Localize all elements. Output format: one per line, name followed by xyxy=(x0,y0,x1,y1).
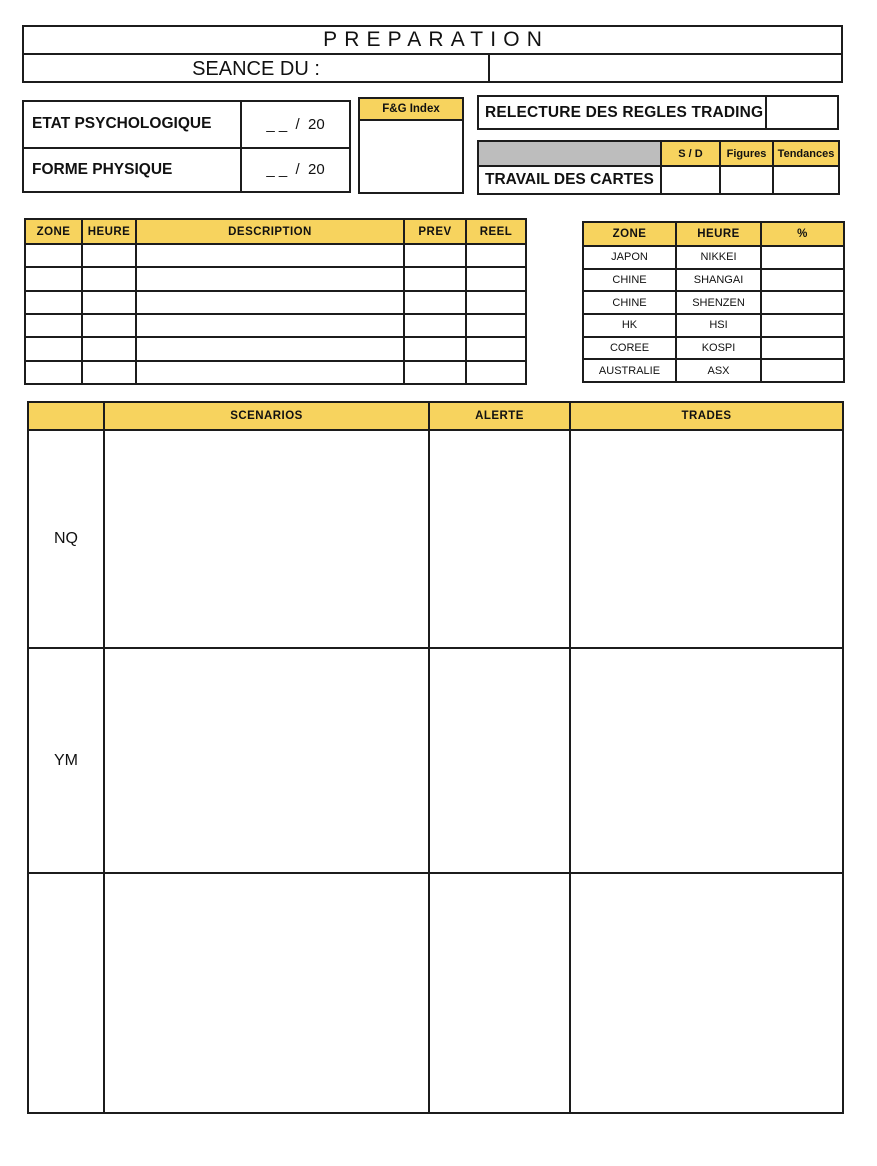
session-cell-field[interactable] xyxy=(136,244,404,267)
market-pct-field[interactable] xyxy=(761,314,844,337)
travail-header-figures: Figures xyxy=(719,142,772,165)
market-zone: AUSTRALIE xyxy=(583,359,676,382)
scenarios-row-nq xyxy=(28,430,843,648)
seance-du-value-field[interactable] xyxy=(490,55,841,83)
blank-scenarios-field[interactable] xyxy=(104,873,429,1113)
travail-header-sd: S / D xyxy=(660,142,719,165)
scenarios-row-ym xyxy=(28,648,843,873)
state-scores-block xyxy=(22,100,351,193)
travail-des-cartes-block xyxy=(477,140,840,195)
session-cell-field[interactable] xyxy=(25,337,82,360)
session-cell-field[interactable] xyxy=(466,361,526,384)
market-index: HSI xyxy=(676,314,761,337)
session-cell-field[interactable] xyxy=(82,337,136,360)
session-cell-field[interactable] xyxy=(136,291,404,314)
session-empty-row xyxy=(25,291,526,314)
session-cell-field[interactable] xyxy=(404,267,466,290)
markets-row-coree xyxy=(583,337,844,360)
session-cell-field[interactable] xyxy=(466,244,526,267)
instrument-label-blank-field[interactable] xyxy=(28,873,104,1113)
session-empty-row xyxy=(25,361,526,384)
session-cell-field[interactable] xyxy=(25,267,82,290)
ym-scenarios-field[interactable] xyxy=(104,648,429,873)
session-cell-field[interactable] xyxy=(82,314,136,337)
market-pct-field[interactable] xyxy=(761,246,844,269)
relecture-block xyxy=(477,95,839,130)
markets-header-row xyxy=(583,222,844,246)
ym-trades-field[interactable] xyxy=(570,648,843,873)
scenarios-row-blank xyxy=(28,873,843,1113)
session-header-row xyxy=(25,219,526,244)
forme-physique-label: FORME PHYSIQUE xyxy=(24,147,240,192)
markets-row-chine-shenzen xyxy=(583,291,844,314)
session-header-zone: ZONE xyxy=(25,219,82,244)
session-cell-field[interactable] xyxy=(25,314,82,337)
instrument-label-ym: YM xyxy=(28,648,104,873)
session-empty-row xyxy=(25,337,526,360)
travail-tendances-field[interactable] xyxy=(772,165,838,193)
scenarios-header-alerte: ALERTE xyxy=(429,402,570,430)
session-cell-field[interactable] xyxy=(404,337,466,360)
session-header-prev: PREV xyxy=(404,219,466,244)
fg-index-header: F&G Index xyxy=(358,97,464,121)
markets-row-japon xyxy=(583,246,844,269)
title-block xyxy=(22,25,843,83)
session-cell-field[interactable] xyxy=(466,337,526,360)
markets-header-pct: % xyxy=(761,222,844,246)
markets-row-australie xyxy=(583,359,844,382)
travail-sd-field[interactable] xyxy=(660,165,719,193)
asia-markets-table xyxy=(582,221,845,383)
session-header-heure: HEURE xyxy=(82,219,136,244)
session-cell-field[interactable] xyxy=(404,244,466,267)
nq-trades-field[interactable] xyxy=(570,430,843,648)
session-header-description: DESCRIPTION xyxy=(136,219,404,244)
market-pct-field[interactable] xyxy=(761,359,844,382)
page-title: PREPARATION xyxy=(24,27,841,55)
ym-alerte-field[interactable] xyxy=(429,648,570,873)
session-zones-table xyxy=(24,218,527,385)
market-zone: HK xyxy=(583,314,676,337)
session-cell-field[interactable] xyxy=(404,314,466,337)
markets-row-hk xyxy=(583,314,844,337)
scenarios-header-trades: TRADES xyxy=(570,402,843,430)
session-empty-row xyxy=(25,244,526,267)
market-zone: JAPON xyxy=(583,246,676,269)
scenarios-table xyxy=(27,401,844,1114)
instrument-label-nq: NQ xyxy=(28,430,104,648)
session-cell-field[interactable] xyxy=(466,314,526,337)
session-cell-field[interactable] xyxy=(25,361,82,384)
market-zone: CHINE xyxy=(583,291,676,314)
session-cell-field[interactable] xyxy=(82,361,136,384)
market-index: ASX xyxy=(676,359,761,382)
session-cell-field[interactable] xyxy=(82,267,136,290)
relecture-check-field[interactable] xyxy=(767,97,837,128)
market-index: SHENZEN xyxy=(676,291,761,314)
etat-psychologique-label: ETAT PSYCHOLOGIQUE xyxy=(32,115,212,133)
session-cell-field[interactable] xyxy=(25,244,82,267)
nq-alerte-field[interactable] xyxy=(429,430,570,648)
seance-du-label: SEANCE DU : xyxy=(24,55,490,83)
markets-row-chine-shangai xyxy=(583,269,844,292)
market-index: NIKKEI xyxy=(676,246,761,269)
market-zone: COREE xyxy=(583,337,676,360)
session-cell-field[interactable] xyxy=(136,314,404,337)
travail-row-label: TRAVAIL DES CARTES xyxy=(479,165,660,193)
session-cell-field[interactable] xyxy=(82,291,136,314)
session-cell-field[interactable] xyxy=(136,267,404,290)
relecture-label: RELECTURE DES REGLES TRADING xyxy=(479,97,767,128)
markets-header-heure: HEURE xyxy=(676,222,761,246)
market-pct-field[interactable] xyxy=(761,337,844,360)
scenarios-header-row xyxy=(28,402,843,430)
market-index: SHANGAI xyxy=(676,269,761,292)
forme-physique-score-field[interactable]: _ _ / 20 xyxy=(240,147,349,192)
session-empty-row xyxy=(25,314,526,337)
scenarios-header-empty xyxy=(28,402,104,430)
travail-header-tendances: Tendances xyxy=(772,142,838,165)
blank-trades-field[interactable] xyxy=(570,873,843,1113)
session-cell-field[interactable] xyxy=(136,337,404,360)
session-cell-field[interactable] xyxy=(25,291,82,314)
travail-gray-spacer-cell xyxy=(479,142,660,165)
fg-index-value-field[interactable] xyxy=(358,121,464,194)
session-cell-field[interactable] xyxy=(136,361,404,384)
session-cell-field[interactable] xyxy=(82,244,136,267)
session-cell-field[interactable] xyxy=(466,291,526,314)
market-zone: CHINE xyxy=(583,269,676,292)
blank-alerte-field[interactable] xyxy=(429,873,570,1113)
markets-header-zone: ZONE xyxy=(583,222,676,246)
nq-scenarios-field[interactable] xyxy=(104,430,429,648)
session-cell-field[interactable] xyxy=(466,267,526,290)
scenarios-header-scenarios: SCENARIOS xyxy=(104,402,429,430)
session-cell-field[interactable] xyxy=(404,291,466,314)
session-header-reel: REEL xyxy=(466,219,526,244)
travail-figures-field[interactable] xyxy=(719,165,772,193)
market-pct-field[interactable] xyxy=(761,291,844,314)
market-index: KOSPI xyxy=(676,337,761,360)
seance-row xyxy=(24,55,841,83)
session-cell-field[interactable] xyxy=(404,361,466,384)
market-pct-field[interactable] xyxy=(761,269,844,292)
session-empty-row xyxy=(25,267,526,290)
etat-psychologique-score-field[interactable]: _ _ / 20 xyxy=(240,102,349,147)
